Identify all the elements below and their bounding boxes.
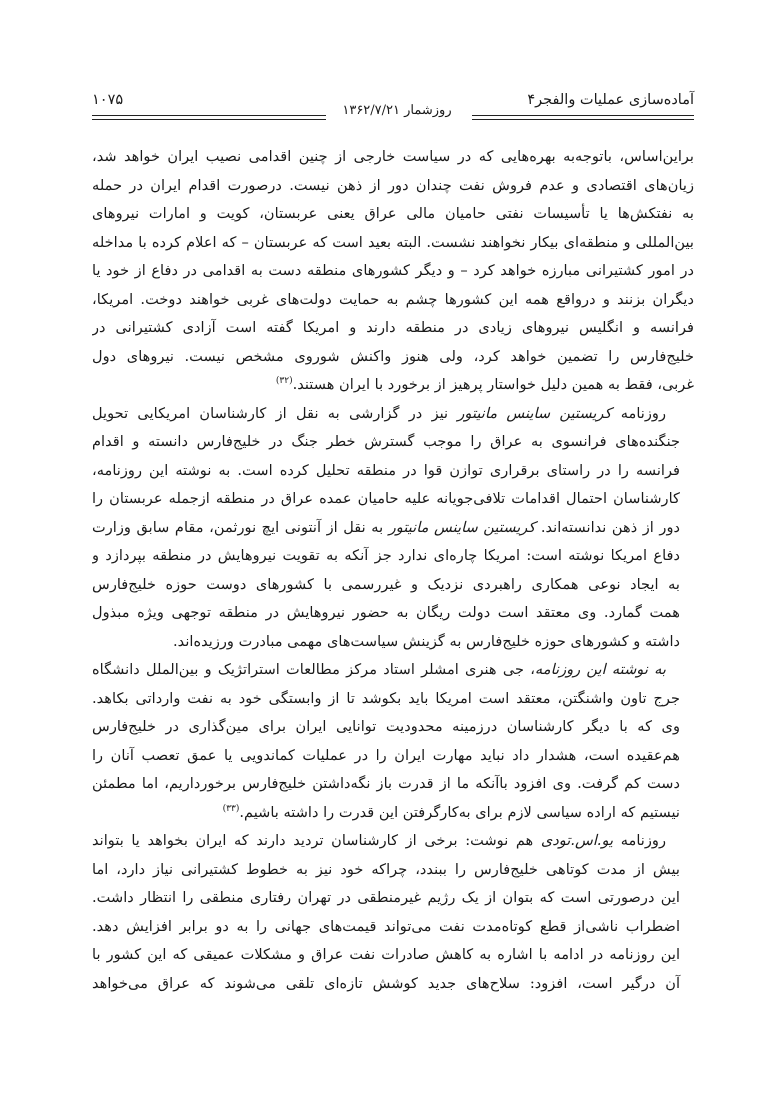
text-line: همت گمارد. وی معتقد است دولت ریگان به حضور نیروهایش در منطقه توجهی ویژه مبذول — [92, 604, 680, 621]
text-line: اضطراب ناشی‌از قطع کوتاه‌مدت نفت می‌تواند قیمت‌های جهانی را به دو برابر افزایش دهد. — [92, 917, 680, 935]
text-line: جنگنده‌های فرانسوی به عراق را موجب گسترش خطر جنگ در خلیج‌فارس دانسته و اقدام — [92, 433, 680, 450]
text-line: دفاع امریکا نوشته است: امریکا چاره‌ای ندارد جز آنکه به تقویت نیروهایش در منطقه بپردازد و — [92, 547, 680, 564]
text-line: در امور کشتیرانی مبارزه خواهد کرد – و دیگر کشورهای منطقه دست به اقدامی در دفاع از خود یا — [92, 262, 694, 279]
text-line: براین‌اساس، باتوجه‌به بهره‌هایی که در سیاست خارجی از چنین اقدامی نصیب ایران خواهد شد، — [92, 148, 694, 165]
text-line: آن درگیر است، افزود: سلاح‌های جدید کوشش تازه‌ای تلقی می‌شوند که عراق می‌خواهد — [92, 974, 680, 992]
text-line: بین‌المللی و منطقه‌ای بیکار نخواهند نشست. البته بعید است که عربستان – که اعلام کرده با مداخله — [92, 233, 694, 251]
text-line: روزنامه یو.اس.تودی هم نوشت: برخی از کارشناسان تردید دارند که ایران بخواهد یا بتواند — [92, 832, 666, 849]
text-line: هم‌عقیده است، هشدار داد نباید مهارت ایران را در عملیات کماندویی یا عمق تعصب آنان را — [92, 746, 680, 764]
body-text — [92, 143, 694, 998]
page-number: ۱۰۷۵ — [92, 92, 124, 108]
text-line: وی که با دیگر کارشناسان درزمینه محدودیت توانایی ایران برای مین‌گذاری در خلیج‌فارس — [92, 718, 680, 735]
publication-name: یو.اس.تودی — [540, 832, 614, 849]
text-line: جرج تاون واشنگتن، معتقد است امریکا باید بکوشد تا از وابستگی خود به نفت وارداتی بکاهد. — [92, 689, 680, 707]
footnote-ref: (۳۳) — [222, 803, 240, 814]
paragraph-4 — [92, 827, 694, 998]
publication-name: کریستین ساینس مانیتور — [388, 518, 536, 536]
paragraph-3 — [92, 656, 694, 827]
header-rule-right — [472, 115, 694, 120]
text-line: کارشناسان احتمال اقدامات تلافی‌جویانه علیه حامیان عمده عراق در منطقه ازجمله عربستان را — [92, 490, 680, 507]
text-line: به ایجاد نوعی همکاری راهبردی نزدیک و غیررسمی با کشورهای دوست حوزه خلیج‌فارس — [92, 575, 680, 593]
text-line: دور از ذهن ندانسته‌اند. کریستین ساینس مانیتور به نقل از آنتونی ایچ نورثمن، مقام سابق وزارت — [92, 518, 680, 536]
text-line: دیگران بزنند و درواقع همه این کشورها چشم به حمایت دولت‌های غربی خواهند دوخت. امریکا، — [92, 290, 694, 308]
footnote-ref: (۳۲) — [275, 376, 293, 387]
text-line: دست کم گرفت. وی افزود باآنکه ما از قدرت باز نگه‌داشتن خلیج‌فارس برخورداریم، اما مطمئن — [92, 775, 680, 792]
book-title: آماده‌سازی عملیات والفجر۴ — [527, 92, 694, 108]
text-line: غربی، فقط به همین دلیل خواستار پرهیز از برخورد با ایران هستند.$^{(۳۲)}$ — [275, 376, 694, 393]
paragraph-2 — [92, 400, 694, 657]
paragraph-1 — [92, 143, 694, 400]
publication-name: کریستین ساینس مانیتور — [457, 404, 612, 422]
text-line: داشته و کشورهای حوزه خلیج‌فارس به گزینش سیاست‌های مهمی مبادرت ورزیده‌اند. — [173, 632, 680, 650]
text-line: خلیج‌فارس را تضمین خواهد کرد، ولی هنوز واکنش شوروی مشخص نیست. نیروهای دول — [92, 347, 694, 365]
text-line: این روزنامه در ادامه با اشاره به کاهش صادرات نفت عراق و مشکلات عمیقی که این کشور با — [92, 946, 680, 963]
text-line: فرانسه و انگلیس نیروهای زیادی در منطقه دارند و امریکا گفته است آزادی کشتیرانی در — [92, 319, 694, 336]
running-header — [92, 92, 694, 122]
date-label: روزشمار ۱۳۶۲/۷/۲۱ — [342, 103, 452, 118]
text-line: فرانسه را در راستای برقراری توازن قوا در منطقه تحلیل کرده است. به نوشته این روزنامه، — [92, 461, 680, 479]
text-line: زیان‌های اقتصادی و عدم فروش نفت چندان دور از ذهن نیست. درصورت اقدام ایران در حمله — [92, 176, 694, 194]
text-line: به نفتکش‌ها یا تأسیسات نفتی حامیان مالی عراق یعنی عربستان، کویت و امارات نیروهای — [92, 205, 694, 222]
text-line: به نوشته این روزنامه، جی هنری امشلر استاد مرکز مطالعات استراتژیک و بین‌الملل دانشگاه — [92, 661, 666, 678]
text-line: روزنامه کریستین ساینس مانیتور نیز در گزارشی به نقل از کارشناسان امریکایی تحویل — [92, 404, 666, 422]
text-line: بیش از مدت کوتاهی خلیج‌فارس را ببندد، چراکه خود نیز به خطوط کشتیرانی نیاز دارد، اما — [92, 860, 680, 878]
text-line: نیستیم که اراده سیاسی لازم برای به‌کارگرفتن این قدرت را داشته باشیم.$^{(۳۳)}$ — [222, 803, 680, 821]
text-line: این درصورتی است که بتوان از یک رژیم غیرمنطقی در تهران رفتاری منطقی را انتظار داشت. — [92, 889, 680, 906]
header-rule-left — [92, 115, 326, 120]
publication-name: به نوشته این روزنامه — [534, 661, 666, 678]
